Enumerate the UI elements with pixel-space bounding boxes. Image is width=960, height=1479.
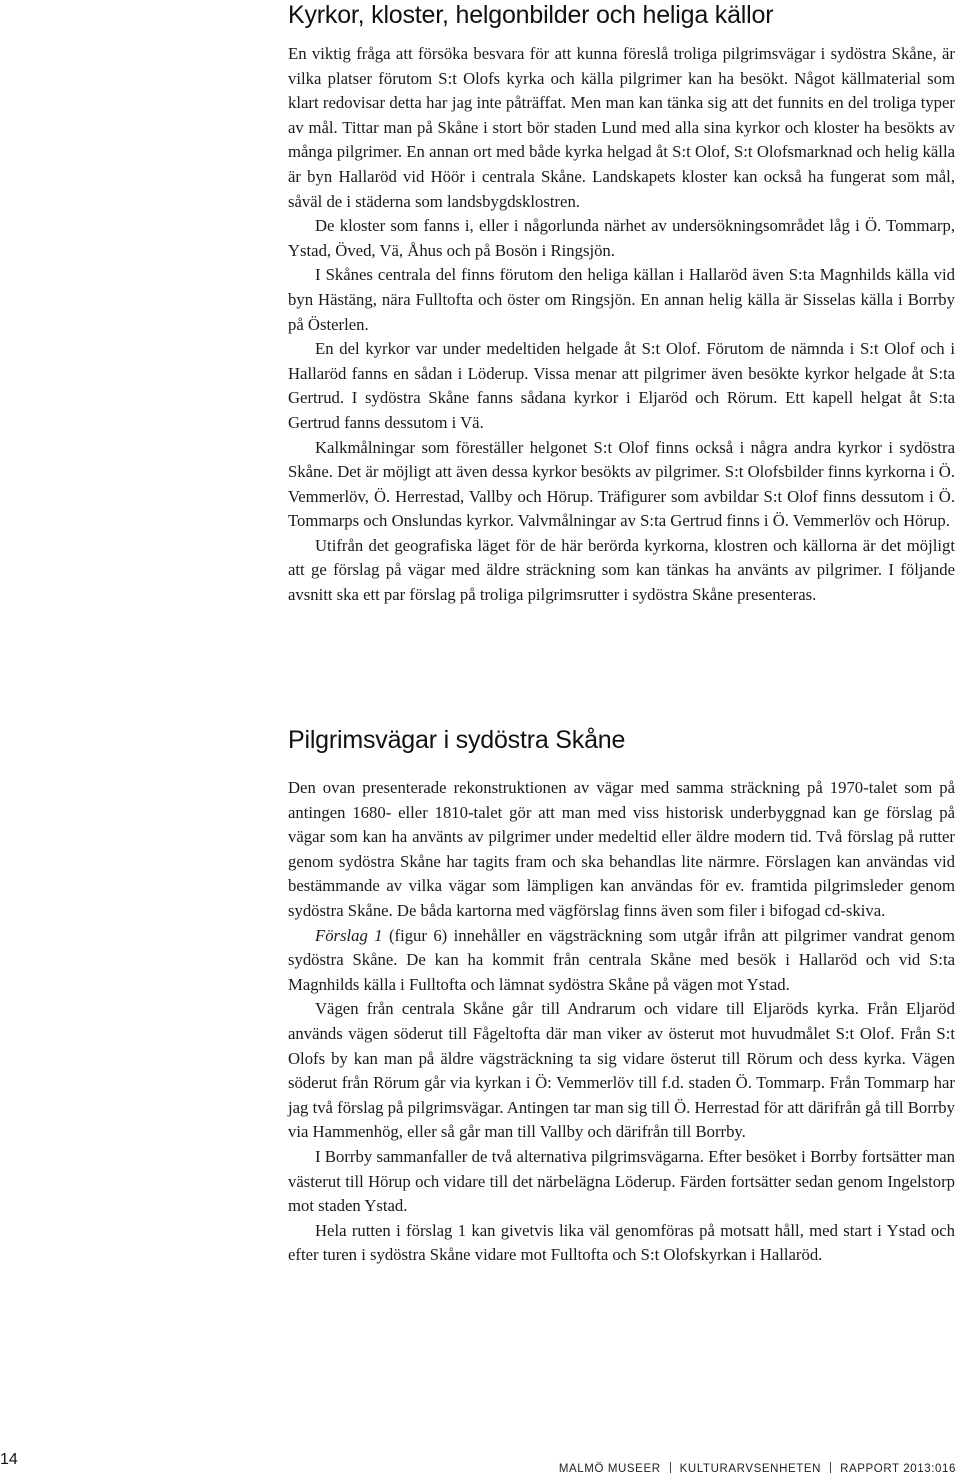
paragraph: I Borrby sammanfaller de två alternativa pilgrimsvägarna. Efter besöket i Borrby fortsätter man västerut till Hörup och vidare till det närbelägna Löderup. Färden fortsätter sedan genom Ingelstorp mot staden Ystad. [288, 1146, 955, 1216]
footer-report: RAPPORT 2013:016 [840, 1463, 956, 1475]
footer-divider [830, 1462, 831, 1473]
paragraph: Den ovan presenterade rekonstruktionen av vägar med samma sträckning på 1970-talet som på antingen 1680- eller 1810-talet gör att man med viss historisk underbyggnad kan ge förslag på vägar som kan ha använts av pilgrimer under medeltid eller äldre modern tid. Två förslag på rutter genom sydöstra Skåne har tagits fram och ska behandlas lite närmre. Förslagen kan användas vid bestämmande av vilka vägar som lämpligen kan användas för ev. framtida pilgrimsleder genom sydöstra Skåne. De båda kartorna med vägförslag finns även som filer i bifogad cd-skiva. [288, 778, 955, 920]
section-heading-pilgrim-routes: Pilgrimsvägar i sydöstra Skåne [288, 726, 626, 754]
paragraph: Vägen från centrala Skåne går till Andrarum och vidare till Eljaröds kyrka. Från Eljaröd används vägen söderut till Fågeltofta där man viker av österut mot huvudmålet S:t Olof. Från S:t Olofs by kan man på äldre vägsträckning ta sig vidare österut till Rörum och dess kyrka. Vägen söderut från Rörum går via kyrkan i Ö: Vemmerlöv till f.d. staden Ö. Tommarp. Från Tommarp har jag två förslag på pilgrimsvägar. Antingen tar man sig till Ö. Herrestad för att därifrån gå till Borrby via Hammenhög, eller så går man till Vallby och därifrån till Borrby. [288, 999, 955, 1142]
page-footer [0, 1450, 960, 1479]
paragraph: Kalkmålningar som föreställer helgonet S:t Olof finns också i några andra kyrkor i sydöstra Skåne. Det är möjligt att även dessa kyrkor besökts av pilgrimer. S:t Olofsbilder finns kyrkorna i Ö. Vemmerlöv, Ö. Herrestad, Vallby och Hörup. Träfigurer som avbildar S:t Olof finns dessutom i Ö. Tommarps och Onslundas kyrkor. Valvmålningar av S:ta Gertrud finns i Ö. Vemmerlöv och Hörup. [288, 437, 955, 531]
paragraph: I Skånes centrala del finns förutom den heliga källan i Hallaröd även S:ta Magnhilds källa vid byn Hästäng, nära Fulltofta och öster om Ringsjön. En annan helig källa är Sisselas källa i Borrby på Österlen. [288, 265, 955, 334]
paragraph: En del kyrkor var under medeltiden helgade åt S:t Olof. Förutom de nämnda i S:t Olof och i Hallaröd fanns en sådan i Löderup. Vissa menar att pilgrimer även besökte kyrkor helgade åt S:ta Gertrud. I sydöstra Skåne fanns sådana kyrkor i Eljaröd och Rörum. Ett kapell helgat åt S:ta Gertrud fanns dessutom i Vä. [288, 339, 955, 432]
paragraph: En viktig fråga att försöka besvara för att kunna föreslå troliga pilgrimsvägar i sydöstra Skåne, är vilka platser förutom S:t Olofs kyrka och källa pilgrimer kan ha besökt. Något källmaterial som klart redovisar detta har jag inte påträffat. Men man kan tänka sig att det funnits en del troliga typer av mål. Tittar man på Skåne i stort bör staden Lund med alla sina kyrkor och kloster ha besökts av många pilgrimer. En annan ort med både kyrka helgad åt S:t Olof, S:t Olofsmarknad och helig källa är byn Hallaröd vid Höör i centrala Skåne. Landskapets kloster kan också ha fungerat som mål, såväl de i städerna som landsbygdsklostren. [288, 44, 955, 211]
paragraph [288, 924, 955, 998]
section-body-pilgrim-routes [288, 776, 955, 1268]
footer-divider [670, 1462, 671, 1473]
section-heading-churches: Kyrkor, kloster, helgonbilder och heliga källor [288, 1, 774, 29]
footer-org: MALMÖ MUSEER [558, 1463, 661, 1475]
page-number: 14 [0, 1451, 18, 1468]
paragraph: Hela rutten i förslag 1 kan givetvis lika väl genomföras på motsatt håll, med start i Ystad och efter turen i sydöstra Skåne vidare mot Fulltofta och S:t Olofskyrkan i Hallaröd. [288, 1220, 955, 1265]
footer-unit: KULTURARVSENHETEN [679, 1463, 822, 1475]
paragraph: Utifrån det geografiska läget för de här berörda kyrkorna, klostren och källorna är det möjligt att ge förslag på vägar med äldre sträckning som kan tänkas ha använts av pilgrimer. I följande avsnitt ska ett par förslag på troliga pilgrimsrutter i sydöstra Skåne presenteras. [288, 535, 955, 605]
section-body-churches [288, 42, 955, 608]
footer-publisher [559, 1462, 956, 1476]
proposal-label: Förslag 1 [315, 925, 383, 945]
paragraph: De kloster som fanns i, eller i någorlunda närhet av undersökningsområdet låg i Ö. Tommarp, Ystad, Öved, Vä, Åhus och på Bosön i Ringsjön. [288, 216, 955, 260]
paragraph-text: (figur 6) innehåller en vägsträckning som utgår ifrån att pilgrimer vandrat genom sydöstra Skåne. De kan ha kommit från centrala Skåne med besök i Hallaröd och vid S:ta Magnhilds källa i Fulltofta och lämnat sydöstra Skåne på vägen mot Ystad. [288, 925, 955, 994]
